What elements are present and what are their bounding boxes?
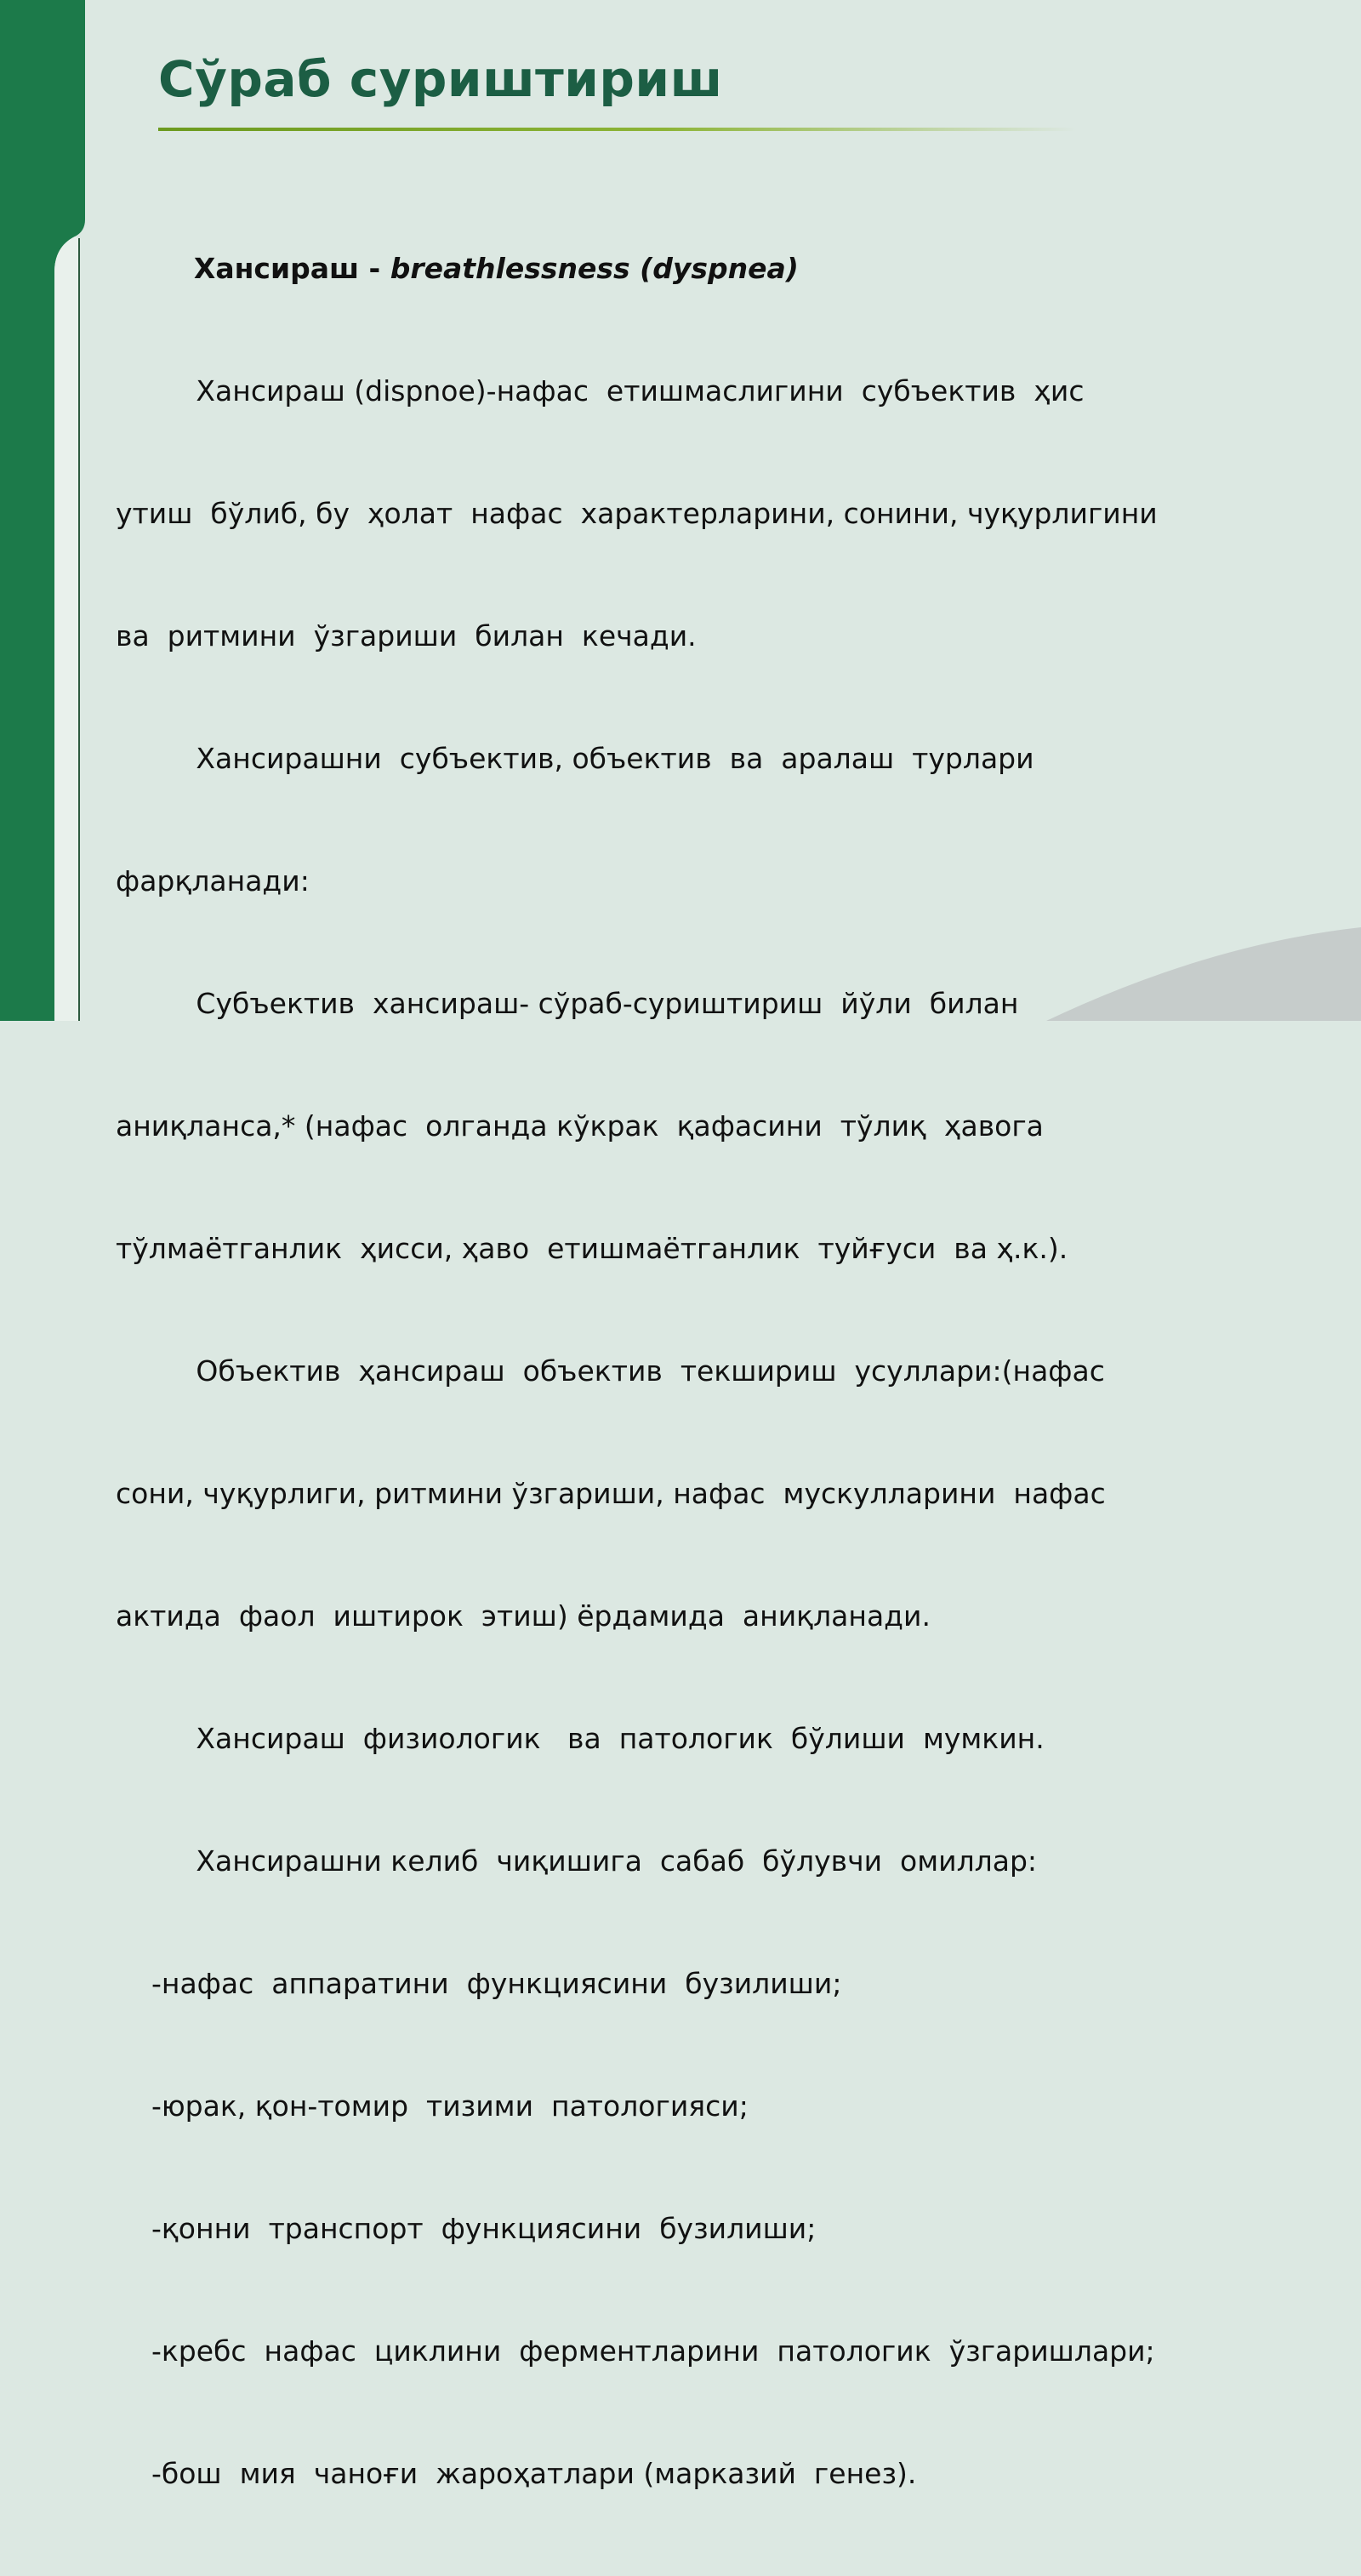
left-light-edge (54, 237, 78, 1021)
body-line: Хансираш физиологик ва патологик бўлиши мумкин. (116, 1722, 1045, 1755)
body-line: актида фаол иштирок этиш) ёрдамида аниқланади. (116, 1599, 931, 1633)
body-line: тўлмаётганлик ҳисси, ҳаво етишмаётганлик туйғуси ва ҳ.к.). (116, 1232, 1068, 1265)
body-line: Хансирашни субъектив, объектив ва аралаш турлари (116, 742, 1034, 775)
body-line: фарқланади: (116, 864, 310, 898)
body-line: Хансирашни келиб чиқишига сабаб бўлувчи омиллар: (116, 1844, 1038, 1878)
body-line: Хансираш (dispnoe)-нафас етишмаслигини субъектив ҳис (116, 374, 1085, 407)
slide-title: Сўраб суриштириш (158, 50, 723, 108)
heading-term-english: breathlessness (dyspnea) (390, 252, 799, 285)
heading-term: Хансираш - (193, 252, 390, 285)
definition-heading (116, 248, 1324, 289)
body-line: сони, чуқурлиги, ритмини ўзгариши, нафас мускулларини нафас (116, 1477, 1106, 1510)
body-line: аниқланса,* (нафас олганда кўкрак қафасини тўлиқ ҳавога (116, 1109, 1044, 1143)
body-line: утиш бўлиб, бу ҳолат нафас характерларини, сонини, чуқурлигини (116, 497, 1158, 530)
body-line: ва ритмини ўзгариши билан кечади. (116, 619, 697, 653)
list-item: -қонни транспорт функциясини бузилиши; (116, 2212, 817, 2245)
list-item: -кребс нафас циклини ферментларини патологик ўзгаришлари; (116, 2334, 1155, 2368)
list-item: -нафас аппаратини функциясини бузилиши; (116, 1967, 842, 2000)
slide-body (116, 167, 1324, 2576)
left-inner-line (78, 238, 80, 1021)
body-line: Объектив ҳансираш объектив текшириш усуллари:(нафас (116, 1354, 1105, 1388)
title-underline (158, 128, 1077, 131)
body-line: Субъектив хансираш- сўраб-суриштириш йўли билан (116, 987, 1019, 1020)
list-item: -бош мия чаноғи жароҳатлари (марказий генез). (116, 2457, 917, 2490)
list-item: -юрак, қон-томир тизими патологияси; (116, 2089, 749, 2123)
